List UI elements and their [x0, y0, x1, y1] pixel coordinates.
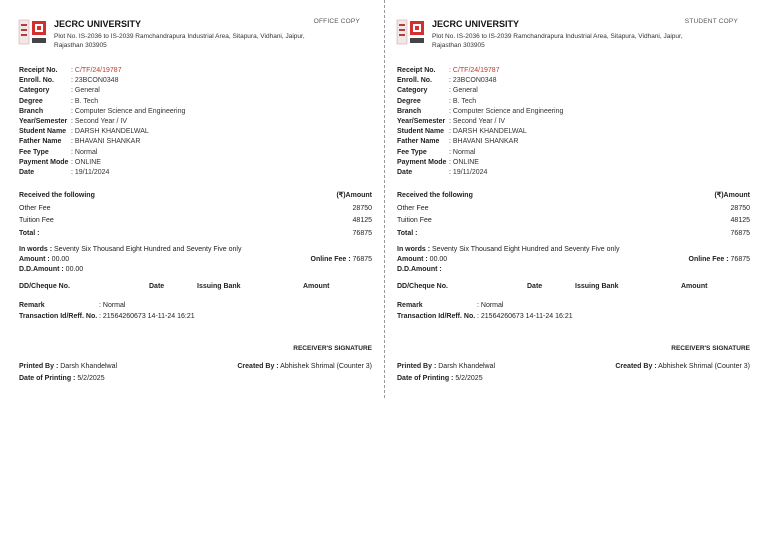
- detail-label: Father Name: [397, 138, 440, 146]
- fee-name: Other Fee: [19, 204, 51, 212]
- dd-cheque-label: DD/Cheque No.: [19, 283, 70, 290]
- transaction-row: [397, 311, 573, 322]
- in-words-value: Seventy Six Thousand Eight Hundred and Seventy Five only: [54, 246, 242, 253]
- detail-row-payment-mode: [397, 158, 563, 168]
- dd-amount-label: D.D.Amount :: [19, 266, 64, 273]
- total-amount: 76875: [352, 229, 372, 237]
- printed-by-value: Darsh Khandelwal: [60, 363, 118, 370]
- copy-label: STUDENT COPY: [684, 18, 738, 25]
- university-address: Plot No. IS-2036 to IS-2039 Ramchandrapura Industrial Area, Sitapura, Vidhani, Jaipur, Rajasthan 303905: [432, 33, 683, 49]
- online-fee-value: 76875: [730, 256, 750, 263]
- fee-row: [19, 215, 372, 228]
- total-label: Total :: [397, 229, 418, 237]
- remark-value: : Normal: [477, 302, 504, 309]
- detail-label: Enroll. No.: [19, 77, 54, 85]
- detail-label: Degree: [19, 97, 43, 105]
- detail-row-father-name: [19, 137, 185, 147]
- created-by-value: Abhishek Shrimal (Counter 3): [280, 363, 372, 370]
- fee-type-value: : Normal: [71, 148, 98, 156]
- received-label: Received the following: [397, 192, 473, 199]
- student-copy: [392, 0, 752, 400]
- detail-row-category: [397, 86, 563, 96]
- dd-cheque-label: DD/Cheque No.: [397, 283, 448, 290]
- detail-label: Fee Type: [397, 148, 427, 156]
- amount-row: [19, 255, 372, 265]
- remark-row: [397, 300, 573, 311]
- printed-by-label: Printed By :: [397, 363, 437, 370]
- jecrc-logo-icon: [18, 18, 48, 48]
- detail-label: Fee Type: [19, 148, 49, 156]
- fee-name: Tuition Fee: [19, 217, 54, 224]
- detail-label: Degree: [397, 97, 421, 105]
- university-address: Plot No. IS-2036 to IS-2039 Ramchandrapura Industrial Area, Sitapura, Vidhani, Jaipur, Rajasthan 303905: [54, 33, 305, 49]
- detail-label: Student Name: [397, 128, 445, 136]
- detail-row-student-name: [19, 127, 185, 137]
- amount-value: 00.00: [429, 256, 448, 263]
- copy-divider: [384, 0, 385, 398]
- degree-value: : B. Tech: [71, 97, 99, 105]
- detail-row-year-semester: [19, 117, 185, 127]
- detail-label: Year/Semester: [19, 117, 68, 125]
- cheque-amount-label: Amount: [303, 283, 330, 290]
- date-of-printing-label: Date of Printing :: [19, 375, 76, 382]
- detail-label: Student Name: [19, 128, 67, 136]
- printed-by-value: Darsh Khandelwal: [438, 363, 496, 370]
- cheque-date-label: Date: [527, 283, 543, 290]
- date-of-printing-row: [19, 373, 372, 385]
- created-by-label: Created By :: [237, 363, 279, 370]
- student-details: [397, 66, 563, 178]
- detail-row-degree: [397, 97, 563, 107]
- payment-mode-value: : ONLINE: [449, 158, 479, 166]
- remark-value: : Normal: [99, 302, 126, 309]
- detail-row-branch: [397, 107, 563, 117]
- amount-header: (₹)Amount: [336, 192, 372, 199]
- receiver-signature: RECEIVER'S SIGNATURE: [293, 345, 372, 352]
- university-name: JECRC UNIVERSITY: [432, 19, 520, 29]
- total-label: Total :: [19, 229, 40, 237]
- date-value: : 19/11/2024: [71, 168, 110, 176]
- created-by-value: Abhishek Shrimal (Counter 3): [658, 363, 750, 370]
- detail-row-year-semester: [397, 117, 563, 127]
- detail-row-category: [19, 86, 185, 96]
- remark-row: [19, 300, 195, 311]
- in-words-row: [19, 245, 372, 255]
- detail-row-fee-type: [397, 148, 563, 158]
- fee-amount: 48125: [730, 217, 750, 224]
- student-name-value: : DARSH KHANDELWAL: [449, 128, 527, 136]
- fee-amount: 28750: [352, 204, 372, 212]
- amount-value: 00.00: [51, 256, 70, 263]
- detail-row-payment-mode: [19, 158, 185, 168]
- office-copy: [14, 0, 374, 400]
- issuing-bank-label: Issuing Bank: [197, 283, 241, 290]
- receipt-header: [14, 0, 374, 52]
- copy-label: OFFICE COPY: [313, 18, 360, 25]
- remark-section: [397, 300, 573, 322]
- category-value: : General: [449, 87, 478, 95]
- fee-total-row: [397, 228, 750, 241]
- printed-by-label: Printed By :: [19, 363, 59, 370]
- total-amount: 76875: [730, 229, 750, 237]
- category-value: : General: [71, 87, 100, 95]
- student-name-value: : DARSH KHANDELWAL: [71, 128, 149, 136]
- detail-row-enroll-no: [19, 76, 185, 86]
- fee-type-value: : Normal: [449, 148, 476, 156]
- receipt-number: : C/TF/24/19787: [449, 67, 500, 74]
- detail-label: Date: [19, 168, 35, 176]
- fee-row: [397, 215, 750, 228]
- fee-table-header: [19, 190, 372, 203]
- fee-total-row: [19, 228, 372, 241]
- date-of-printing-row: [397, 373, 750, 385]
- issuing-bank-label: Issuing Bank: [575, 283, 619, 290]
- cheque-date-label: Date: [149, 283, 165, 290]
- online-fee-label: Online Fee :: [310, 256, 351, 263]
- receipt-footer: [19, 361, 372, 385]
- receipt-header: [392, 0, 752, 52]
- fee-row: [397, 203, 750, 216]
- father-name-value: : BHAVANI SHANKAR: [71, 138, 141, 146]
- date-of-printing-label: Date of Printing :: [397, 375, 454, 382]
- amount-label: Amount :: [397, 256, 428, 263]
- fee-amount: 48125: [352, 217, 372, 224]
- fee-table-header: [397, 190, 750, 203]
- father-name-value: : BHAVANI SHANKAR: [449, 138, 519, 146]
- amount-row: [397, 255, 750, 265]
- cheque-header: [397, 283, 750, 293]
- detail-row-enroll-no: [397, 76, 563, 86]
- fee-table: [19, 190, 372, 240]
- in-words-row: [397, 245, 750, 255]
- payment-mode-value: : ONLINE: [71, 158, 101, 166]
- branch-value: : Computer Science and Engineering: [71, 107, 186, 115]
- detail-row-branch: [19, 107, 185, 117]
- detail-row-degree: [19, 97, 185, 107]
- branch-value: : Computer Science and Engineering: [449, 107, 564, 115]
- jecrc-logo-icon: [396, 18, 426, 48]
- detail-label: Payment Mode: [19, 158, 69, 166]
- detail-label: Receipt No.: [19, 67, 58, 74]
- detail-label: Father Name: [19, 138, 62, 146]
- enroll-number: : 23BCON0348: [71, 77, 119, 85]
- date-of-printing-value: 5/2/2025: [455, 375, 483, 382]
- student-details: [19, 66, 185, 178]
- fee-amount: 28750: [730, 204, 750, 212]
- enroll-number: : 23BCON0348: [449, 77, 497, 85]
- detail-row-student-name: [397, 127, 563, 137]
- in-words-label: In words :: [19, 246, 53, 253]
- remark-label: Remark: [19, 302, 45, 309]
- dd-amount-row: [397, 265, 750, 275]
- printed-by-row: [19, 361, 372, 373]
- transaction-label: Transaction Id/Reff. No.: [19, 313, 98, 320]
- detail-label: Category: [19, 87, 50, 95]
- detail-label: Date: [397, 168, 413, 176]
- university-name: JECRC UNIVERSITY: [54, 19, 142, 29]
- date-value: : 19/11/2024: [449, 168, 488, 176]
- fee-name: Other Fee: [397, 204, 429, 212]
- year-semester-value: : Second Year / IV: [71, 117, 128, 125]
- detail-row-receipt-no: [397, 66, 563, 76]
- detail-label: Enroll. No.: [397, 77, 432, 85]
- detail-label: Receipt No.: [397, 67, 436, 74]
- remark-section: [19, 300, 195, 322]
- in-words-label: In words :: [397, 246, 431, 253]
- amount-header: (₹)Amount: [714, 192, 750, 199]
- detail-label: Year/Semester: [397, 117, 446, 125]
- fee-table: [397, 190, 750, 240]
- online-fee-value: 76875: [352, 256, 372, 263]
- detail-row-father-name: [397, 137, 563, 147]
- amount-in-words: [397, 245, 750, 275]
- detail-label: Branch: [397, 107, 422, 115]
- cheque-header: [19, 283, 372, 293]
- detail-row-date: [397, 168, 563, 178]
- printed-by-row: [397, 361, 750, 373]
- detail-row-fee-type: [19, 148, 185, 158]
- fee-row: [19, 203, 372, 216]
- dd-amount-value: 00.00: [65, 266, 84, 273]
- in-words-value: Seventy Six Thousand Eight Hundred and Seventy Five only: [432, 246, 620, 253]
- amount-in-words: [19, 245, 372, 275]
- fee-name: Tuition Fee: [397, 217, 432, 224]
- transaction-label: Transaction Id/Reff. No.: [397, 313, 476, 320]
- received-label: Received the following: [19, 192, 95, 199]
- detail-row-date: [19, 168, 185, 178]
- dd-amount-row: [19, 265, 372, 275]
- cheque-amount-label: Amount: [681, 283, 708, 290]
- amount-label: Amount :: [19, 256, 50, 263]
- receiver-signature: RECEIVER'S SIGNATURE: [671, 345, 750, 352]
- degree-value: : B. Tech: [449, 97, 477, 105]
- transaction-row: [19, 311, 195, 322]
- receipt-footer: [397, 361, 750, 385]
- transaction-value: : 21564260673 14-11-24 16:21: [477, 313, 573, 320]
- receipt-number: : C/TF/24/19787: [71, 67, 122, 74]
- remark-label: Remark: [397, 302, 423, 309]
- detail-row-receipt-no: [19, 66, 185, 76]
- detail-label: Payment Mode: [397, 158, 447, 166]
- detail-label: Category: [397, 87, 428, 95]
- created-by-label: Created By :: [615, 363, 657, 370]
- date-of-printing-value: 5/2/2025: [77, 375, 105, 382]
- dd-amount-label: D.D.Amount :: [397, 266, 442, 273]
- online-fee-label: Online Fee :: [688, 256, 729, 263]
- detail-label: Branch: [19, 107, 44, 115]
- year-semester-value: : Second Year / IV: [449, 117, 506, 125]
- transaction-value: : 21564260673 14-11-24 16:21: [99, 313, 195, 320]
